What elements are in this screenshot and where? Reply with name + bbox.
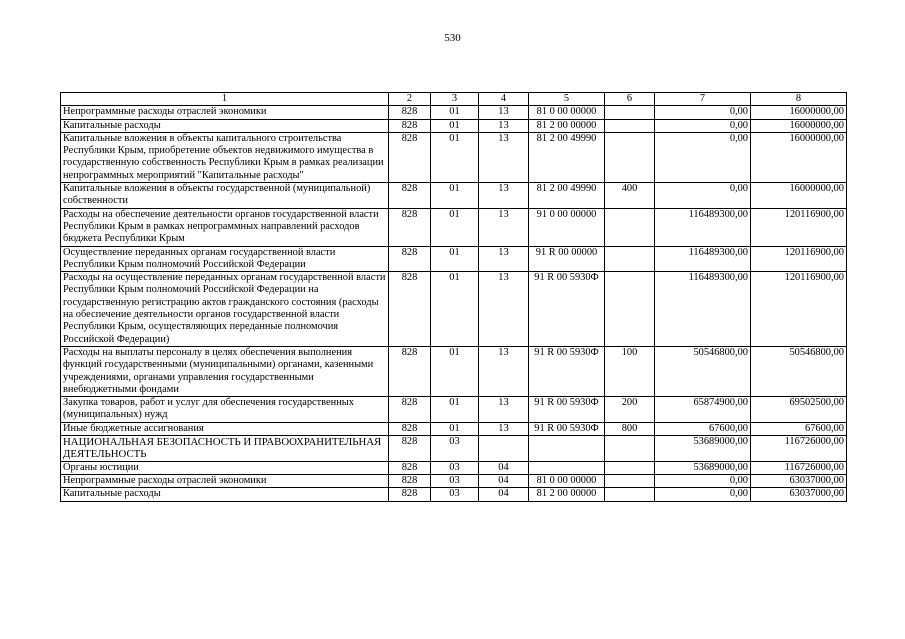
amount-year-1-cell: 0,00 [655,488,751,501]
expense-name-cell: Непрограммные расходы отраслей экономики [61,106,389,119]
expense-name-cell: НАЦИОНАЛЬНАЯ БЕЗОПАСНОСТЬ И ПРАВООХРАНИТЕЛЬНАЯ ДЕЯТЕЛЬНОСТЬ [61,436,389,462]
amount-year-1-cell: 0,00 [655,119,751,132]
amount-year-1-cell: 116489300,00 [655,246,751,272]
expense-type-cell [605,246,655,272]
subsection-code-cell: 04 [479,488,529,501]
expense-type-cell [605,488,655,501]
amount-year-2-cell: 120116900,00 [751,208,847,246]
target-article-cell: 91 R 00 00000 [529,246,605,272]
amount-year-1-cell: 53689000,00 [655,436,751,462]
target-article-cell: 81 2 00 00000 [529,488,605,501]
header-cell: 5 [529,93,605,106]
expense-type-cell [605,461,655,474]
expense-name-cell: Непрограммные расходы отраслей экономики [61,474,389,487]
expense-name-cell: Органы юстиции [61,461,389,474]
expense-name-cell: Капитальные расходы [61,119,389,132]
amount-year-2-cell: 116726000,00 [751,436,847,462]
amount-year-2-cell: 63037000,00 [751,488,847,501]
subsection-code-cell: 13 [479,208,529,246]
expense-type-cell [605,119,655,132]
table-row [61,397,847,423]
section-code-cell: 01 [431,208,479,246]
ministry-code-cell: 828 [389,422,431,435]
target-article-cell: 81 2 00 49990 [529,183,605,209]
expense-name-cell: Капитальные вложения в объекты государственной (муниципальной) собственности [61,183,389,209]
header-cell: 1 [61,93,389,106]
amount-year-2-cell: 50546800,00 [751,346,847,396]
amount-year-1-cell: 0,00 [655,474,751,487]
expense-name-cell: Капитальные расходы [61,488,389,501]
section-code-cell: 01 [431,346,479,396]
subsection-code-cell: 13 [479,183,529,209]
ministry-code-cell: 828 [389,272,431,347]
table-row [61,436,847,462]
amount-year-1-cell: 0,00 [655,106,751,119]
table-row [61,346,847,396]
header-cell: 8 [751,93,847,106]
amount-year-1-cell: 65874900,00 [655,397,751,423]
amount-year-2-cell: 16000000,00 [751,132,847,182]
expense-type-cell [605,436,655,462]
subsection-code-cell: 13 [479,106,529,119]
table-row [61,119,847,132]
amount-year-1-cell: 53689000,00 [655,461,751,474]
amount-year-2-cell: 67600,00 [751,422,847,435]
expense-name-cell: Закупка товаров, работ и услуг для обеспечения государственных (муниципальных) нужд [61,397,389,423]
expense-name-cell: Осуществление переданных органам государственной власти Республики Крым полномочий Российской Федерации [61,246,389,272]
table-row [61,246,847,272]
target-article-cell [529,461,605,474]
budget-table [60,92,847,502]
subsection-code-cell: 04 [479,474,529,487]
target-article-cell: 91 R 00 5930Ф [529,346,605,396]
ministry-code-cell: 828 [389,488,431,501]
subsection-code-cell: 13 [479,246,529,272]
section-code-cell: 03 [431,474,479,487]
subsection-code-cell: 13 [479,422,529,435]
target-article-cell: 81 2 00 49990 [529,132,605,182]
table-row [61,461,847,474]
subsection-code-cell: 04 [479,461,529,474]
expense-name-cell: Иные бюджетные ассигнования [61,422,389,435]
subsection-code-cell: 13 [479,132,529,182]
amount-year-1-cell: 0,00 [655,132,751,182]
subsection-code-cell: 13 [479,346,529,396]
target-article-cell: 81 2 00 00000 [529,119,605,132]
table-row [61,106,847,119]
table-row [61,208,847,246]
ministry-code-cell: 828 [389,183,431,209]
expense-type-cell [605,208,655,246]
expense-type-cell [605,272,655,347]
target-article-cell: 91 R 00 5930Ф [529,422,605,435]
target-article-cell: 91 R 00 5930Ф [529,272,605,347]
table-row [61,272,847,347]
header-cell: 7 [655,93,751,106]
section-code-cell: 03 [431,461,479,474]
target-article-cell: 91 0 00 00000 [529,208,605,246]
expense-type-cell: 200 [605,397,655,423]
table-header-row [61,93,847,106]
target-article-cell: 81 0 00 00000 [529,474,605,487]
section-code-cell: 01 [431,119,479,132]
subsection-code-cell [479,436,529,462]
ministry-code-cell: 828 [389,474,431,487]
section-code-cell: 01 [431,183,479,209]
section-code-cell: 03 [431,436,479,462]
subsection-code-cell: 13 [479,397,529,423]
table-row [61,474,847,487]
amount-year-2-cell: 120116900,00 [751,246,847,272]
expense-name-cell: Расходы на выплаты персоналу в целях обеспечения выполнения функций государственными (муниципальными) органами, казенными учреждениями, органами управления государственными внебюджетными фондами [61,346,389,396]
section-code-cell: 01 [431,246,479,272]
amount-year-2-cell: 16000000,00 [751,106,847,119]
ministry-code-cell: 828 [389,397,431,423]
header-cell: 4 [479,93,529,106]
expense-type-cell [605,132,655,182]
page-number: 530 [444,32,461,44]
table-row [61,132,847,182]
expense-name-cell: Расходы на обеспечение деятельности органов государственной власти Республики Крым в рамках непрограммных направлений расходов бюджета Республики Крым [61,208,389,246]
ministry-code-cell: 828 [389,208,431,246]
ministry-code-cell: 828 [389,346,431,396]
subsection-code-cell: 13 [479,119,529,132]
section-code-cell: 01 [431,272,479,347]
table-row [61,183,847,209]
expense-type-cell: 800 [605,422,655,435]
amount-year-1-cell: 50546800,00 [655,346,751,396]
subsection-code-cell: 13 [479,272,529,347]
expense-type-cell: 400 [605,183,655,209]
target-article-cell: 91 R 00 5930Ф [529,397,605,423]
amount-year-2-cell: 16000000,00 [751,119,847,132]
section-code-cell: 01 [431,106,479,119]
section-code-cell: 01 [431,422,479,435]
amount-year-1-cell: 67600,00 [655,422,751,435]
header-cell: 2 [389,93,431,106]
amount-year-2-cell: 120116900,00 [751,272,847,347]
amount-year-2-cell: 116726000,00 [751,461,847,474]
amount-year-2-cell: 16000000,00 [751,183,847,209]
section-code-cell: 01 [431,132,479,182]
amount-year-1-cell: 116489300,00 [655,272,751,347]
expense-type-cell: 100 [605,346,655,396]
table-row [61,422,847,435]
amount-year-2-cell: 69502500,00 [751,397,847,423]
target-article-cell [529,436,605,462]
section-code-cell: 01 [431,397,479,423]
header-cell: 6 [605,93,655,106]
amount-year-1-cell: 116489300,00 [655,208,751,246]
section-code-cell: 03 [431,488,479,501]
ministry-code-cell: 828 [389,461,431,474]
target-article-cell: 81 0 00 00000 [529,106,605,119]
expense-type-cell [605,106,655,119]
expense-name-cell: Капитальные вложения в объекты капитального строительства Республики Крым, приобретение объектов недвижимого имущества в государственную собственность Республики Крым в рамках реализации непрограммных мероприятий "Капитальные расходы" [61,132,389,182]
ministry-code-cell: 828 [389,132,431,182]
ministry-code-cell: 828 [389,246,431,272]
table-row [61,488,847,501]
expense-type-cell [605,474,655,487]
amount-year-1-cell: 0,00 [655,183,751,209]
ministry-code-cell: 828 [389,119,431,132]
expense-name-cell: Расходы на осуществление переданных органам государственной власти Республики Крым полномочий Российской Федерации на государственную регистрацию актов гражданского состояния (расходы на обеспечение деятельности органов государственной власти Республики Крым, осуществляющих переданные полномочия Российской Федерации) [61,272,389,347]
ministry-code-cell: 828 [389,106,431,119]
amount-year-2-cell: 63037000,00 [751,474,847,487]
ministry-code-cell: 828 [389,436,431,462]
header-cell: 3 [431,93,479,106]
